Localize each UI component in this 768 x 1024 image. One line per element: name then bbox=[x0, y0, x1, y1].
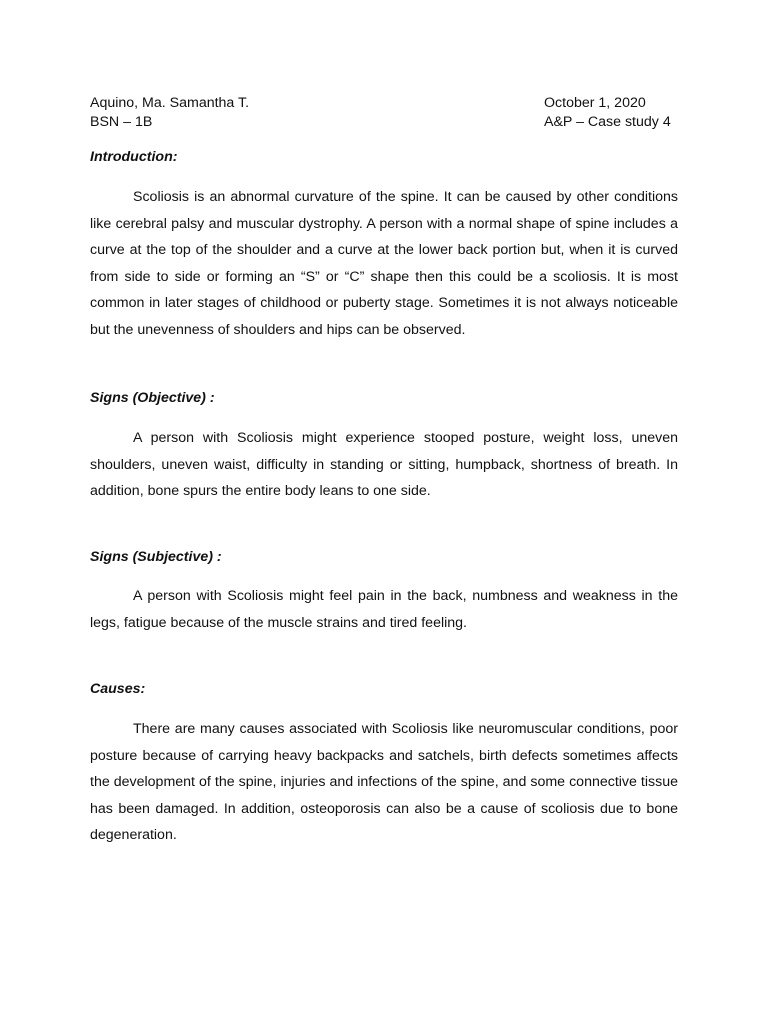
meta-block bbox=[544, 94, 671, 132]
author-course: BSN – 1B bbox=[90, 114, 153, 130]
signs-subjective-paragraph: A person with Scoliosis might feel pain in the back, numbness and weakness in the legs, fatigue because of the muscle strains and tired feeling. bbox=[90, 588, 678, 631]
document-subject: A&P – Case study 4 bbox=[544, 114, 671, 130]
causes-paragraph: There are many causes associated with Scoliosis like neuromuscular conditions, poor posture because of carrying heavy backpacks and satchels, birth defects sometimes affects the development of the spine, injuries and infections of the spine, and some connective tissue has been damaged. In addition, osteoporosis can also be a cause of scoliosis due to bone degeneration. bbox=[90, 721, 678, 844]
signs-subjective-heading: Signs (Subjective) : bbox=[90, 549, 222, 565]
author-name: Aquino, Ma. Samantha T. bbox=[90, 95, 250, 111]
document-date: October 1, 2020 bbox=[544, 95, 646, 111]
causes-heading: Causes: bbox=[90, 681, 146, 697]
introduction-heading: Introduction: bbox=[90, 149, 178, 165]
author-block bbox=[90, 94, 249, 132]
introduction-paragraph: Scoliosis is an abnormal curvature of the spine. It can be caused by other conditions like cerebral palsy and muscular dystrophy. A person with a normal shape of spine includes a curve at the top of the shoulder and a curve at the lower back portion but, when it is curved from side to side or forming an “S” or “C” shape then this could be a scoliosis. It is most common in later stages of childhood or puberty stage. Sometimes it is not always noticeable but the unevenness of shoulders and hips can be observed. bbox=[90, 189, 678, 338]
signs-objective-heading: Signs (Objective) : bbox=[90, 390, 215, 406]
signs-objective-paragraph: A person with Scoliosis might experience stooped posture, weight loss, uneven shoulders, uneven waist, difficulty in standing or sitting, humpback, shortness of breath. In addition, bone spurs the entire body leans to one side. bbox=[90, 430, 678, 500]
